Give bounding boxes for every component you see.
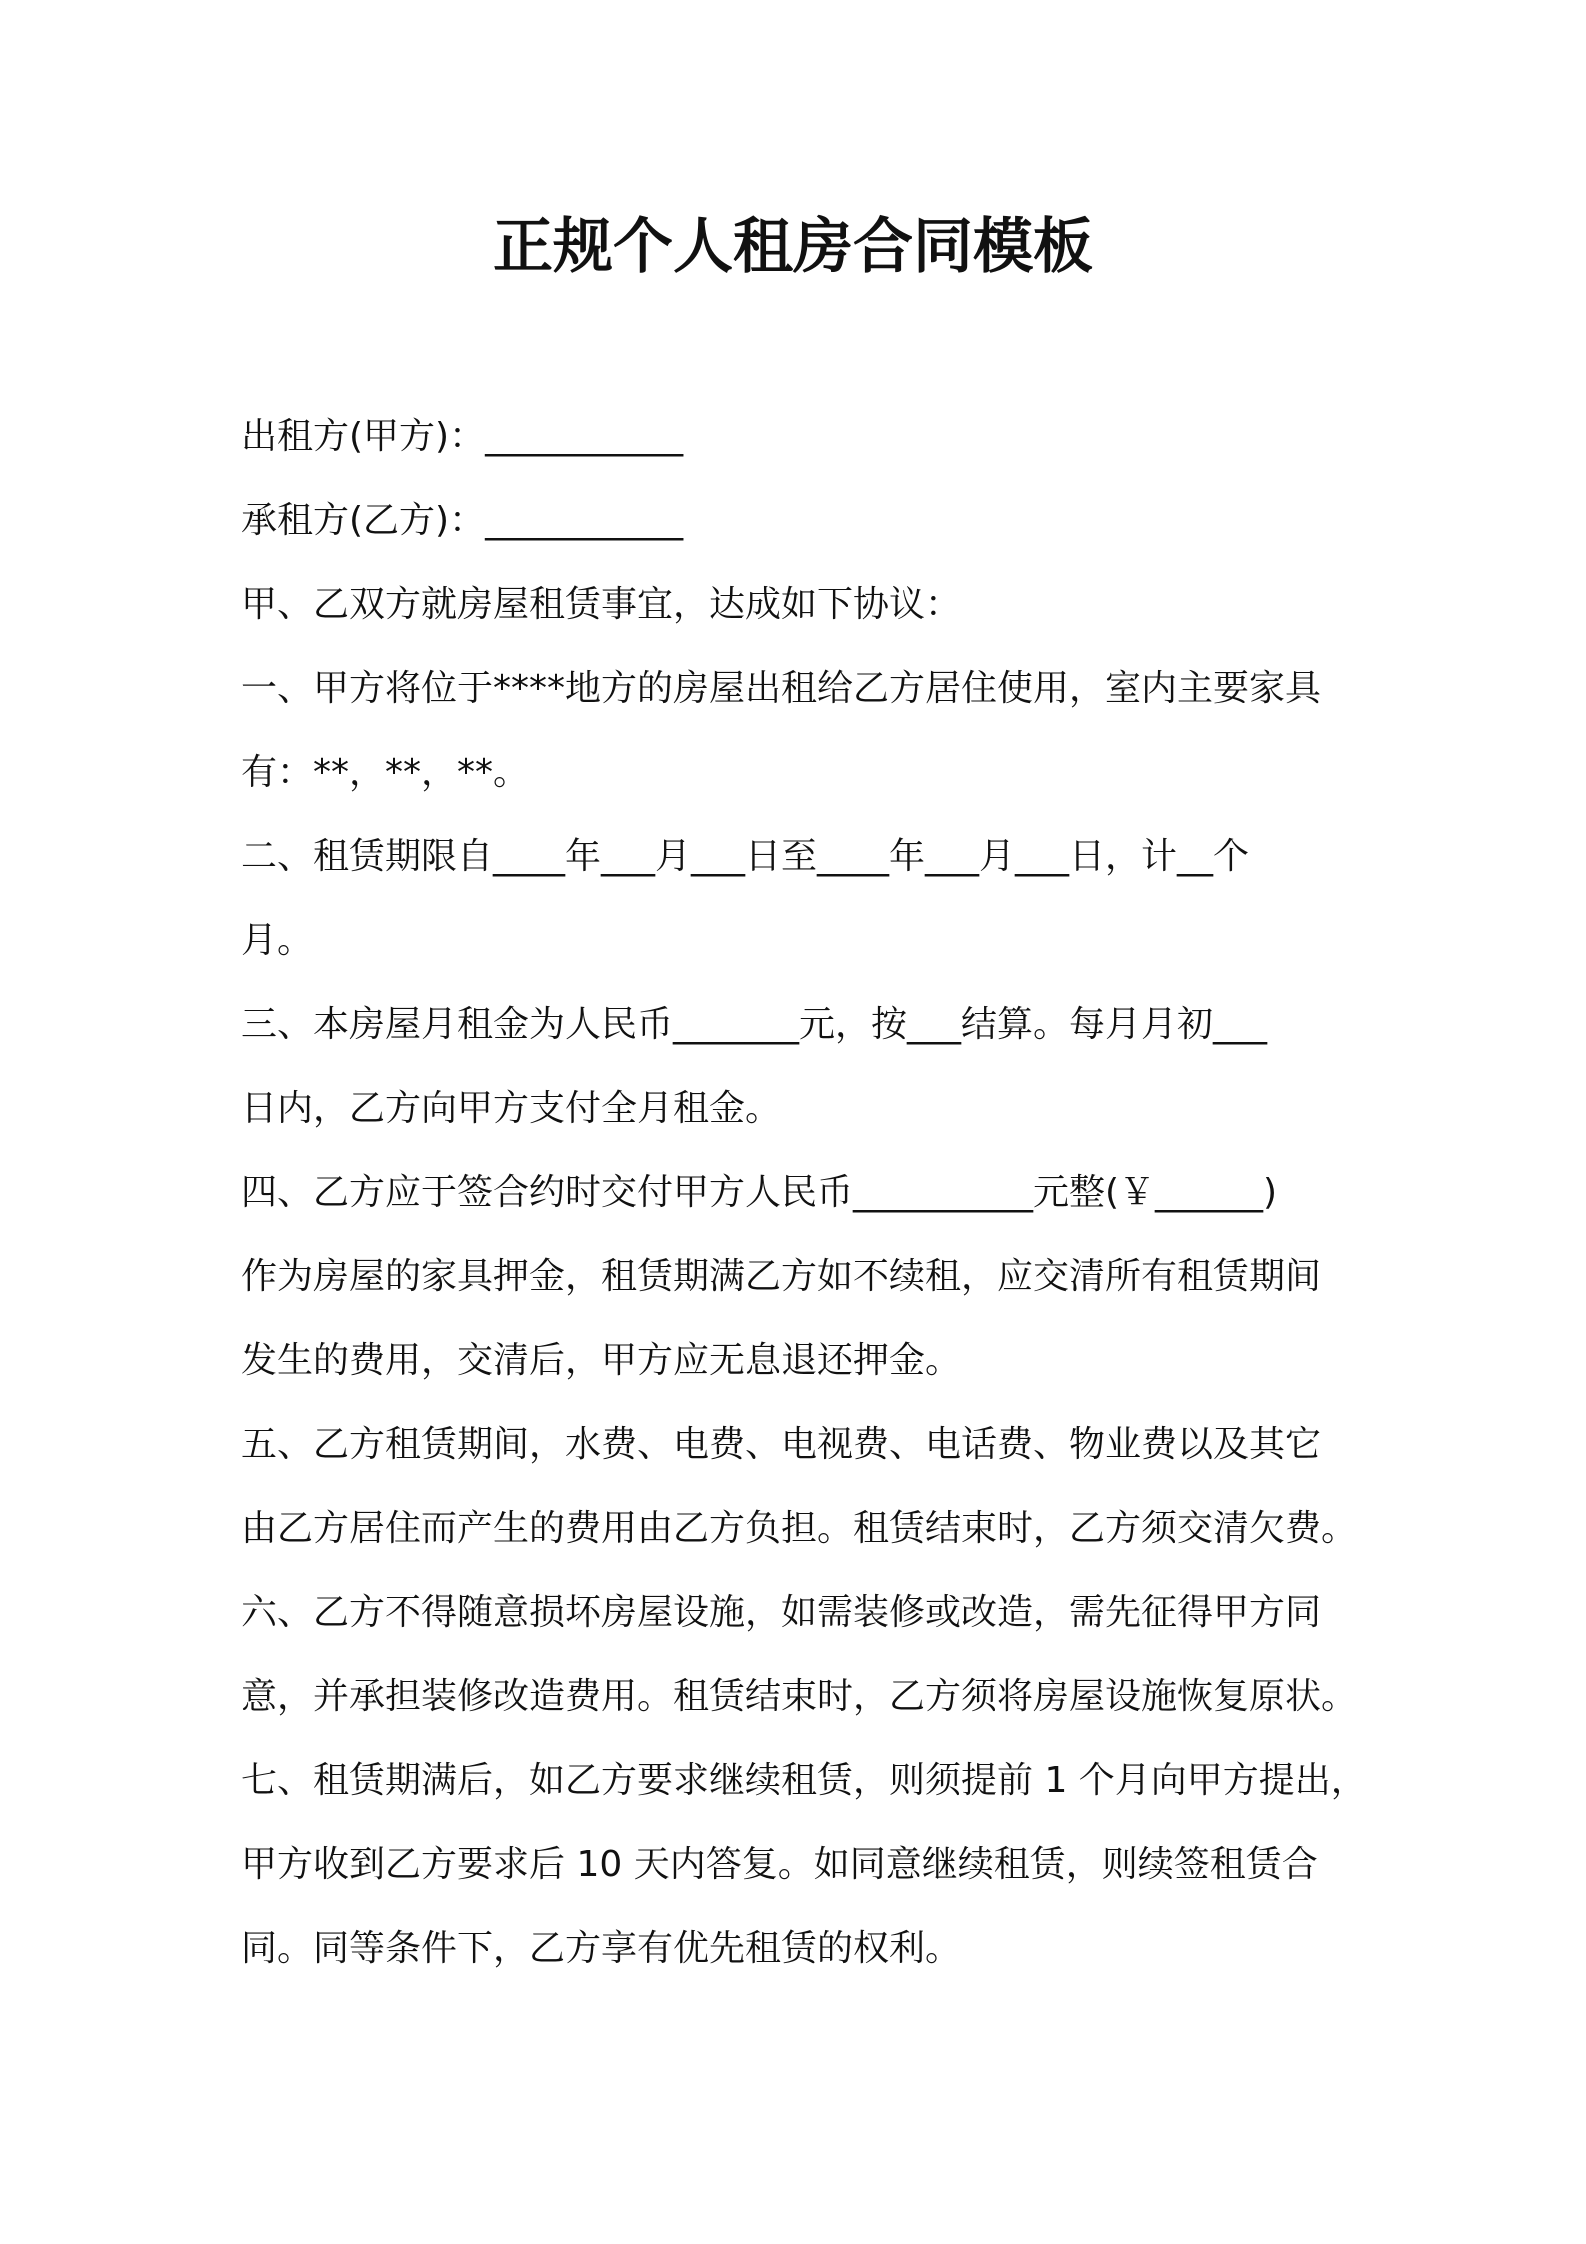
clause-4-line-3: 发生的费用，交清后，甲方应无息退还押金。 — [241, 1340, 962, 1381]
clause-1-line-1: 一、甲方将位于****地方的房屋出租给乙方居住使用，室内主要家具 — [241, 668, 1322, 709]
clause-4-line-2: 作为房屋的家具押金，租赁期满乙方如不续租，应交清所有租赁期间 — [241, 1256, 1322, 1297]
clause-6-line-1: 六、乙方不得随意损坏房屋设施，如需装修或改造，需先征得甲方同 — [241, 1592, 1322, 1633]
clause-5-line-2: 由乙方居住而产生的费用由乙方负担。租赁结束时，乙方须交清欠费。 — [241, 1508, 1358, 1549]
clause-2-line-2: 月。 — [241, 920, 314, 961]
clause-7-line-3: 同。同等条件下，乙方享有优先租赁的权利。 — [241, 1928, 962, 1969]
document-title: 正规个人租房合同模板 — [493, 212, 1093, 282]
clause-7-line-1: 七、租赁期满后，如乙方要求继续租赁，则须提前 1 个月向甲方提出， — [241, 1760, 1367, 1801]
lessor-line: 出租方(甲方)：___________ — [241, 416, 684, 457]
agreement-intro: 甲、乙双方就房屋租赁事宜，达成如下协议： — [241, 584, 962, 625]
clause-7-line-2: 甲方收到乙方要求后 10 天内答复。如同意继续租赁，则续签租赁合 — [241, 1844, 1318, 1885]
clause-3-line-1: 三、本房屋月租金为人民币_______元，按___结算。每月月初___ — [241, 1004, 1268, 1045]
clause-1-line-2: 有：**，**，**。 — [241, 752, 530, 793]
clause-3-line-2: 日内，乙方向甲方支付全月租金。 — [241, 1088, 782, 1129]
clause-5-line-1: 五、乙方租赁期间，水费、电费、电视费、电话费、物业费以及其它 — [241, 1424, 1322, 1465]
clause-2-line-1: 二、租赁期限自____年___月___日至____年___月___日，计__个 — [241, 836, 1250, 877]
clause-4-line-1: 四、乙方应于签合约时交付甲方人民币__________元整(￥______) — [241, 1172, 1278, 1213]
lessee-line: 承租方(乙方)：___________ — [241, 500, 684, 541]
clause-6-line-2: 意，并承担装修改造费用。租赁结束时，乙方须将房屋设施恢复原状。 — [241, 1676, 1358, 1717]
